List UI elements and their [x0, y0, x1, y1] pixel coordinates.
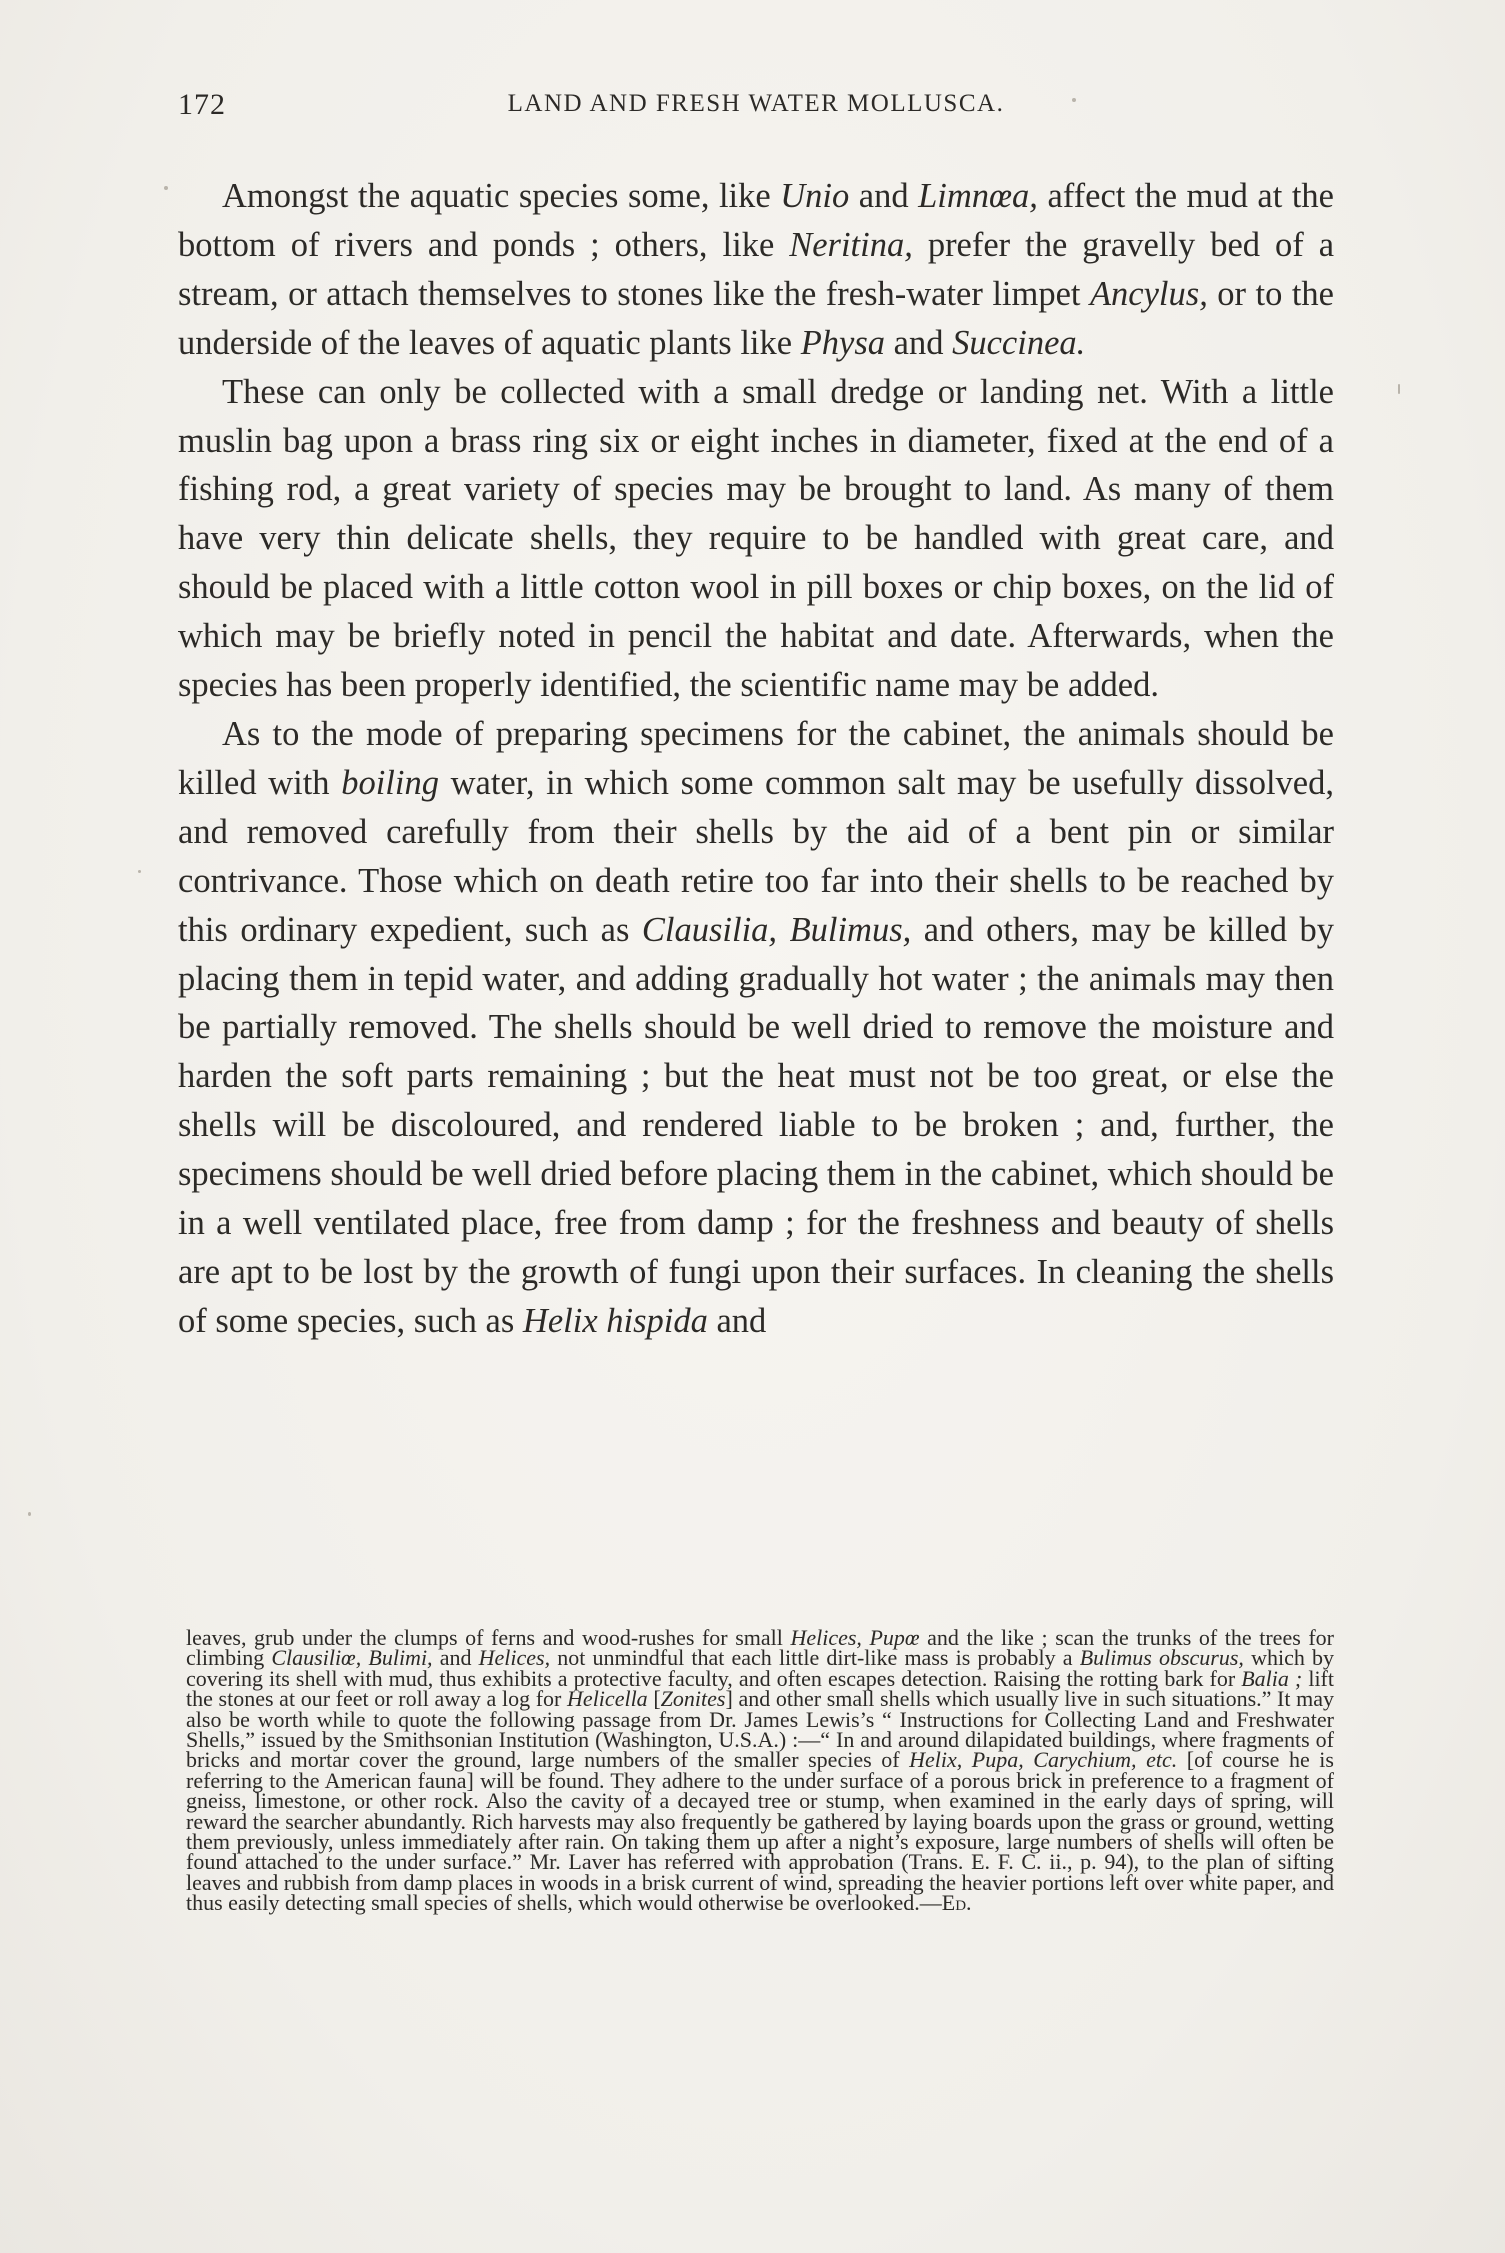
running-head: LAND AND FRESH WATER MOLLUSCA. — [507, 90, 1005, 117]
editor-mark: Ed. — [941, 1890, 972, 1916]
genus-name: Physa — [800, 323, 886, 362]
paragraph-aquatic-species: Amongst the aquatic species some, like Unio and Limnœa, affect the mud at the bottom of rivers and ponds ; others, like Neritina, prefer the gravelly bed of a stream, or attach themselves to stones like the fresh-water limpet Ancylus, or to the underside of the leaves of aquatic plants like Physa and Succinea. — [178, 177, 1335, 362]
paper-speck — [138, 870, 141, 873]
genus-name: Clausilia, — [641, 910, 778, 949]
footnote-text: leaves, grub under the clumps of ferns and wood-rushes for small Helices, Pupœ and the like ; scan the trunks of the trees for climbing Clausiliœ, Bulimi, and Helices, not unmindful that each little dirt-like mass is probably a Bulimus obscurus, which by covering its shell with mud, thus exhibits a protective faculty, and often escapes detection. Raising the rotting bark for Balia ; lift the stones at our feet or roll away a log for Helicella [Zonites] and other small shells which usually live in such situations.” It may also be worth while to quote the following passage from Dr. James Lewis’s “ Instructions for Collecting Land and Freshwater Shells,” issued by the Smithsonian Institution (Washington, U.S.A.) :—“ In and around dilapidated buildings, where fragments of bricks and mortar cover the ground, large numbers of the smaller species of Helix, Pupa, Carychium, etc. [of course he is referring to the American fauna] will be found. They adhere to the under surface of a porous brick in preference to a fragment of gneiss, limestone, or other rock. Also the cavity of a decayed tree or stump, when examined in the early days of spring, will reward the searcher abundantly. Rich harvests may also frequently be gathered by laying boards upon the grass or ground, wetting them previously, unless immediately after rain. On taking them up after a night’s exposure, large numbers of shells will often be found attached to the under surface.” Mr. Laver has referred with approbation (Trans. E. F. C. ii., p. 94), to the plan of sifting leaves and rubbish from damp places in woods in a brisk current of wind, spreading the heavier portions left over white paper, and thus easily detecting small species of shells, which would otherwise be overlooked.—Ed. — [186, 1625, 1335, 1916]
emphasis: boiling — [341, 763, 439, 802]
genus-name: Ancylus, — [1089, 274, 1208, 313]
genus-name: Limnœa, — [918, 177, 1038, 215]
species-name: Helix hispida — [522, 1301, 708, 1340]
genus-name: Bulimus, — [789, 910, 912, 949]
paragraph-preparing: As to the mode of preparing specimens for the cabinet, the animals should be killed with boiling water, in which some common salt may be usefully dissolved, and removed carefully from their shells by the aid of a bent pin or similar contrivance. Those which on death retire too far into their shells to be reached by this ordinary expedient, such as Clausilia, Bulimus, and others, may be killed by placing them in tepid water, and adding gradually hot water ; the animals may then be partially removed. The shells should be well dried to remove the moisture and harden the soft parts remaining ; but the heat must not be too great, or else the shells will be discoloured, and rendered liable to be broken ; and, further, the specimens should be well dried before placing them in the cabinet, which should be in a well ventilated place, free from damp ; for the freshness and beauty of shells are apt to be lost by the growth of fungi upon their surfaces. In cleaning the shells of some species, such as Helix hispida and — [178, 714, 1335, 1340]
genus-name: Neritina, — [789, 225, 913, 264]
paragraph-collecting: These can only be collected with a small dredge or landing net. With a little muslin bag upon a brass ring six or eight inches in diameter, fixed at the end of a fishing rod, a great variety of species may be brought to land. As many of them have very thin delicate shells, they require to be handled with great care, and should be placed with a little cotton wool in pill boxes or chip boxes, on the lid of which may be briefly noted in pencil the habitat and date. Afterwards, when the species has been properly identified, the scientific name may be added. — [178, 372, 1334, 705]
main-text — [178, 172, 1334, 1346]
page-number: 172 — [178, 88, 226, 121]
page-header — [178, 88, 1334, 132]
genus-name: Unio — [780, 177, 850, 215]
footnote — [186, 1625, 1335, 1916]
paper-speck — [1398, 384, 1400, 394]
paper-speck — [28, 1512, 31, 1516]
paper-speck — [164, 186, 168, 190]
genus-name: Succinea. — [952, 323, 1086, 362]
